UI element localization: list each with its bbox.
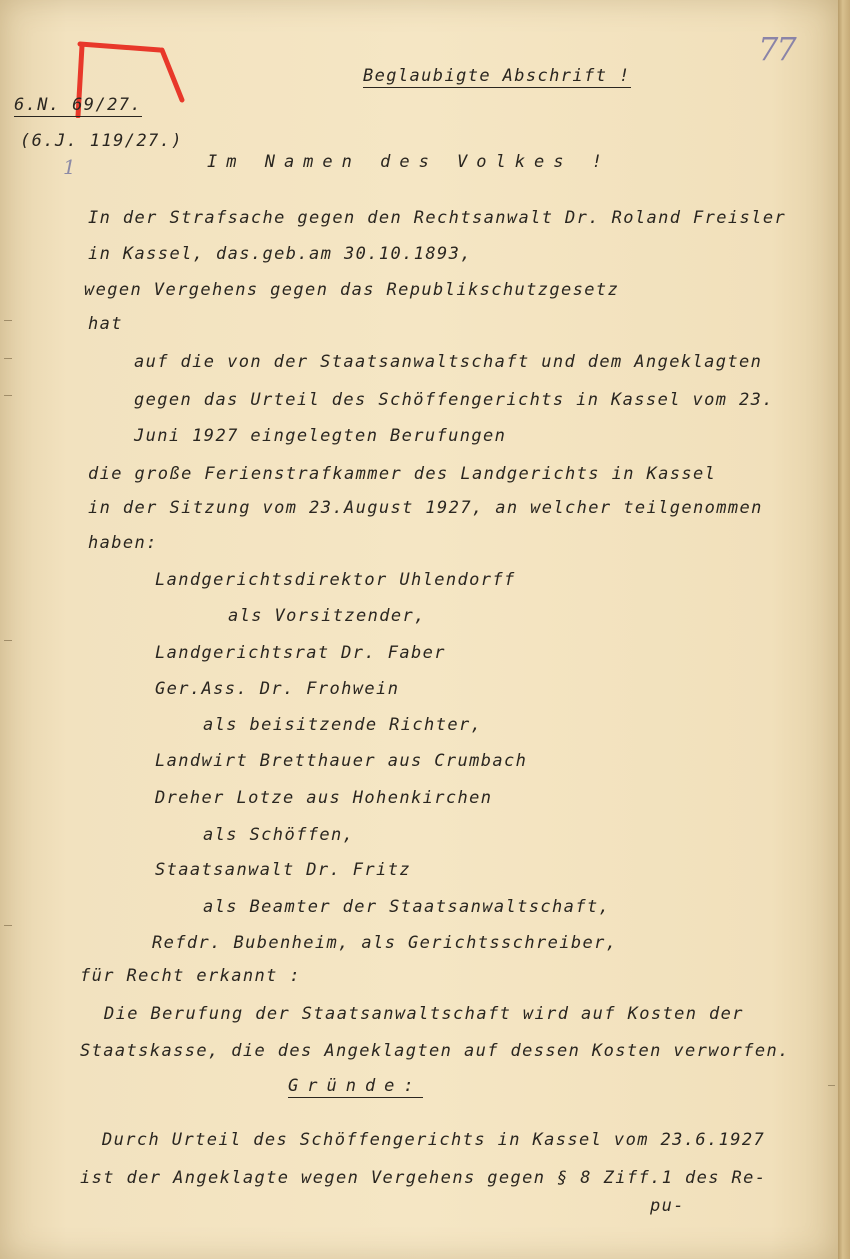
- court-member-line: Staatsanwalt Dr. Fritz: [155, 860, 411, 880]
- court-member-line: Refdr. Bubenheim, als Gerichtsschreiber,: [152, 933, 618, 953]
- body-line: In der Strafsache gegen den Rechtsanwalt Dr. Roland Freisler: [88, 208, 787, 228]
- verdict-line: Die Berufung der Staatsanwaltschaft wird auf Kosten der: [104, 1004, 744, 1024]
- body-line: hat: [88, 314, 123, 334]
- body-line: Juni 1927 eingelegten Berufungen: [134, 426, 507, 446]
- body-line: wegen Vergehens gegen das Republikschutzgesetz: [84, 280, 620, 300]
- margin-tick: [4, 358, 12, 359]
- court-member-line: als Vorsitzender,: [228, 606, 426, 626]
- body-line: auf die von der Staatsanwaltschaft und dem Angeklagten: [134, 352, 763, 372]
- body-line: in Kassel, das.geb.am 30.10.1893,: [88, 244, 472, 264]
- reference-number: 6.N. 69/27.: [14, 95, 142, 115]
- page-edge: [838, 0, 850, 1259]
- verdict-intro: für Recht erkannt :: [80, 966, 302, 986]
- court-member-line: Dreher Lotze aus Hohenkirchen: [155, 788, 493, 808]
- archive-number: 77: [758, 30, 795, 68]
- court-member-line: Ger.Ass. Dr. Frohwein: [155, 679, 400, 699]
- body-line: die große Ferienstrafkammer des Landgerichts in Kassel: [88, 464, 717, 484]
- court-member-line: als beisitzende Richter,: [203, 715, 483, 735]
- body-line: in der Sitzung vom 23.August 1927, an welcher teilgenommen: [88, 498, 763, 518]
- reasons-line: ist der Angeklagte wegen Vergehens gegen § 8 Ziff.1 des Re-: [80, 1168, 767, 1188]
- court-member-line: als Schöffen,: [203, 825, 355, 845]
- body-line: gegen das Urteil des Schöffengerichts in Kassel vom 23.: [134, 390, 774, 410]
- body-line: haben:: [88, 533, 158, 553]
- margin-tick: [4, 640, 12, 641]
- document-title: Im Namen des Volkes !: [207, 152, 611, 172]
- reasons-heading: Gründe:: [288, 1076, 423, 1096]
- court-member-line: Landgerichtsrat Dr. Faber: [155, 643, 446, 663]
- margin-tick: [4, 925, 12, 926]
- court-member-line: als Beamter der Staatsanwaltschaft,: [203, 897, 611, 917]
- pencil-mark: 1: [63, 155, 76, 179]
- reasons-line: pu-: [650, 1196, 685, 1216]
- margin-tick: [828, 1085, 835, 1086]
- margin-tick: [4, 320, 12, 321]
- margin-tick: [4, 395, 12, 396]
- reference-number-secondary: (6.J. 119/27.): [20, 131, 183, 151]
- court-member-line: Landwirt Bretthauer aus Crumbach: [155, 751, 528, 771]
- court-member-line: Landgerichtsdirektor Uhlendorff: [155, 570, 516, 590]
- reasons-line: Durch Urteil des Schöffengerichts in Kassel vom 23.6.1927: [102, 1130, 766, 1150]
- verdict-line: Staatskasse, die des Angeklagten auf dessen Kosten verworfen.: [80, 1041, 790, 1061]
- document-heading: Beglaubigte Abschrift !: [363, 66, 631, 86]
